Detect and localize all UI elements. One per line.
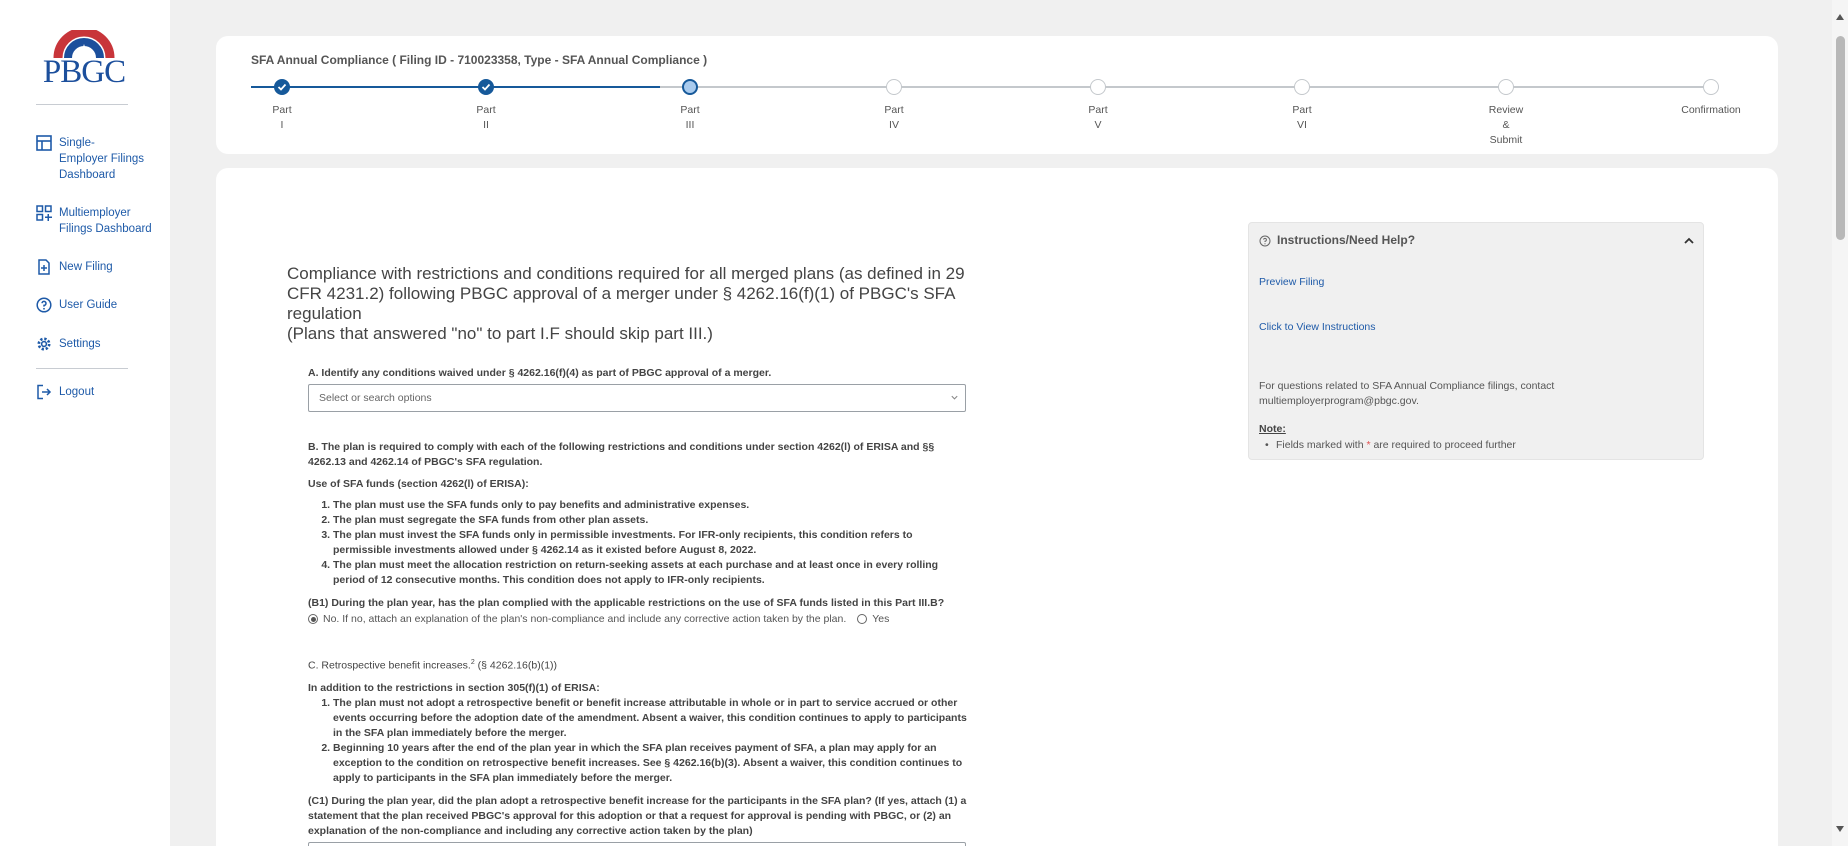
section-c-title-text: C. Retrospective benefit increases.: [308, 659, 471, 672]
pending-step-dot: [1498, 79, 1514, 95]
help-circle-icon: [1259, 235, 1271, 247]
section-c-reference: (§ 4262.16(b)(1)): [474, 659, 558, 672]
note-label: Note:: [1259, 423, 1286, 435]
progress-track-remaining: [660, 86, 1718, 88]
section-b-list: [308, 498, 968, 588]
footnote-marker: 2: [470, 659, 475, 666]
step-label: Part III: [680, 104, 700, 131]
select-placeholder: Select or search options: [319, 392, 432, 404]
scroll-up-icon[interactable]: [1835, 12, 1845, 22]
step-confirmation[interactable]: [1671, 79, 1751, 118]
step-part-2[interactable]: [456, 79, 516, 133]
logo-wordmark: PBGC: [42, 54, 126, 90]
list-item: 3. The plan must invest the SFA funds only in permissible investments. For IFR-only recipients, this condition refers to permissible investments allowed under § 4262.14 as it existed before August 8, 2022.: [333, 528, 968, 558]
current-step-dot: [682, 79, 698, 95]
sidebar-divider: [36, 368, 128, 369]
step-label: Confirmation: [1681, 104, 1741, 116]
c1-question: (C1) During the plan year, did the plan adopt a retrospective benefit increase for the participants in the SFA plan? (If yes, attach (1) a statement that the plan received PBGC's approval for this adoption or that a request for approval is pending with PBGC, or (2) an explanation of the non-compliance and including any corrective action taken by the plan): [308, 795, 967, 837]
dashboard-icon: [36, 135, 52, 151]
view-instructions-link[interactable]: Click to View Instructions: [1259, 321, 1376, 333]
help-panel: [1248, 222, 1704, 460]
b1-radio-group: [308, 613, 889, 625]
chevron-up-icon[interactable]: [1683, 235, 1695, 247]
section-c-list: [308, 696, 968, 786]
section-b-subheading: Use of SFA funds (section 4262(l) of ERISA):: [308, 478, 529, 490]
pending-step-dot: [1703, 79, 1719, 95]
step-label: Part II: [476, 104, 496, 131]
step-label: Part V: [1088, 104, 1108, 131]
b1-option-no-label: No. If no, attach an explanation of the plan's non-compliance and include any corrective action taken by the plan.: [323, 613, 847, 625]
sidebar-item-settings[interactable]: [36, 336, 101, 352]
new-file-icon: [36, 259, 52, 275]
preview-filing-link[interactable]: Preview Filing: [1259, 276, 1325, 288]
note-text-suffix: are required to proceed further: [1370, 439, 1516, 451]
b1-radio-no[interactable]: [308, 614, 318, 624]
section-a-label: A. Identify any conditions waived under § 4262.16(f)(4) as part of PBGC approval of a merger.: [308, 367, 772, 379]
sidebar-item-label: Logout: [59, 386, 95, 398]
sidebar-item-multiemployer-dashboard[interactable]: [36, 205, 152, 237]
step-label: Part I: [272, 104, 292, 131]
step-review-submit[interactable]: [1476, 79, 1536, 148]
scrollbar-thumb[interactable]: [1836, 36, 1845, 240]
sidebar-item-label: User Guide: [59, 299, 118, 311]
sidebar-divider: [36, 104, 128, 105]
step-part-1[interactable]: [252, 79, 312, 133]
main-card: [216, 168, 1778, 846]
sidebar-item-single-employer-dashboard[interactable]: [36, 135, 144, 183]
step-label: Review & Submit: [1488, 104, 1524, 146]
required-star: *: [1366, 439, 1371, 451]
note-item: • Fields marked with * are required to proceed further: [1265, 439, 1516, 451]
b1-question: (B1) During the plan year, has the plan complied with the applicable restrictions on the use of SFA funds listed in this Part III.B?: [308, 597, 945, 609]
waived-conditions-select[interactable]: [308, 384, 966, 412]
pending-step-dot: [886, 79, 902, 95]
page-heading: [287, 264, 987, 344]
check-icon: [478, 79, 494, 95]
sidebar-item-label: New Filing: [59, 261, 113, 273]
list-item: 2. The plan must segregate the SFA funds from other plan assets.: [333, 513, 968, 528]
section-b-intro: B. The plan is required to comply with each of the following restrictions and conditions under section 4262(l) of ERISA and §§ 4262.13 and 4262.14 of PBGC's SFA regulation.: [308, 441, 935, 468]
section-c-title: [308, 659, 557, 672]
heading-title: Compliance with restrictions and conditions required for all merged plans (as defined in 29 CFR 4231.2) following PBGC approval of a merger under § 4262.16(f)(1) of PBGC's SFA regulation: [287, 264, 965, 323]
filing-title: SFA Annual Compliance ( Filing ID - 710023358, Type - SFA Annual Compliance ): [251, 53, 708, 67]
scroll-down-icon[interactable]: [1835, 824, 1845, 834]
pending-step-dot: [1294, 79, 1310, 95]
pending-step-dot: [1090, 79, 1106, 95]
list-item: 4. The plan must meet the allocation restriction on return-seeking assets at each purchase and at least once in every rolling period of 12 consecutive months. This condition does not apply to IFR-only recipients.: [333, 558, 968, 588]
list-item: 1. The plan must not adopt a retrospective benefit or benefit increase attributable in whole or in part to service accrued or other events occurring before the adoption date of the amendment. Absent a waiver, this condition continues to apply to participants in the SFA plan immediately before the merger.: [333, 696, 968, 741]
chevron-down-icon: [950, 393, 959, 402]
b1-option-yes-label: Yes: [872, 613, 890, 625]
sidebar-item-label: Single- Employer Filings Dashboard: [59, 137, 144, 181]
help-circle-icon: [36, 297, 52, 313]
heading-subtitle: (Plans that answered "no" to part I.F should skip part III.): [287, 324, 713, 343]
section-c-subheading: In addition to the restrictions in section 305(f)(1) of ERISA:: [308, 682, 600, 694]
list-item: 1. The plan must use the SFA funds only to pay benefits and administrative expenses.: [333, 498, 968, 513]
note-text-prefix: Fields marked with: [1276, 439, 1367, 451]
check-icon: [274, 79, 290, 95]
step-part-5[interactable]: [1068, 79, 1128, 133]
c1-input[interactable]: [308, 842, 966, 846]
step-part-4[interactable]: [864, 79, 924, 133]
list-item: 2. Beginning 10 years after the end of the plan year in which the SFA plan receives payment of SFA, a plan may apply for an exception to the condition on retrospective benefit increases. See § 4262.16(b)(3). Absent a waiver, this condition continues to apply to participants in the SFA plan immediately before the merger.: [333, 741, 968, 786]
step-label: Part VI: [1292, 104, 1312, 131]
stepper-card: [216, 36, 1778, 154]
contact-text: For questions related to SFA Annual Compliance filings, contact multiemployerprogram@pbgc.gov.: [1259, 380, 1555, 407]
sidebar-item-label: Settings: [59, 338, 101, 350]
sidebar: [0, 0, 170, 846]
sidebar-item-user-guide[interactable]: [36, 297, 117, 313]
step-part-6[interactable]: [1272, 79, 1332, 133]
sidebar-item-new-filing[interactable]: [36, 259, 113, 275]
page-scrollbar[interactable]: [1832, 0, 1848, 846]
b1-radio-yes[interactable]: [857, 614, 867, 624]
step-part-3[interactable]: [660, 79, 720, 133]
gear-icon: [36, 336, 52, 352]
grid-plus-icon: [36, 205, 52, 221]
pbgc-logo[interactable]: [36, 30, 132, 88]
step-label: Part IV: [884, 104, 904, 131]
sidebar-item-logout[interactable]: [36, 384, 94, 400]
logout-icon: [36, 384, 52, 400]
help-title: Instructions/Need Help?: [1277, 233, 1416, 247]
sidebar-item-label: Multiemployer Filings Dashboard: [59, 207, 152, 235]
